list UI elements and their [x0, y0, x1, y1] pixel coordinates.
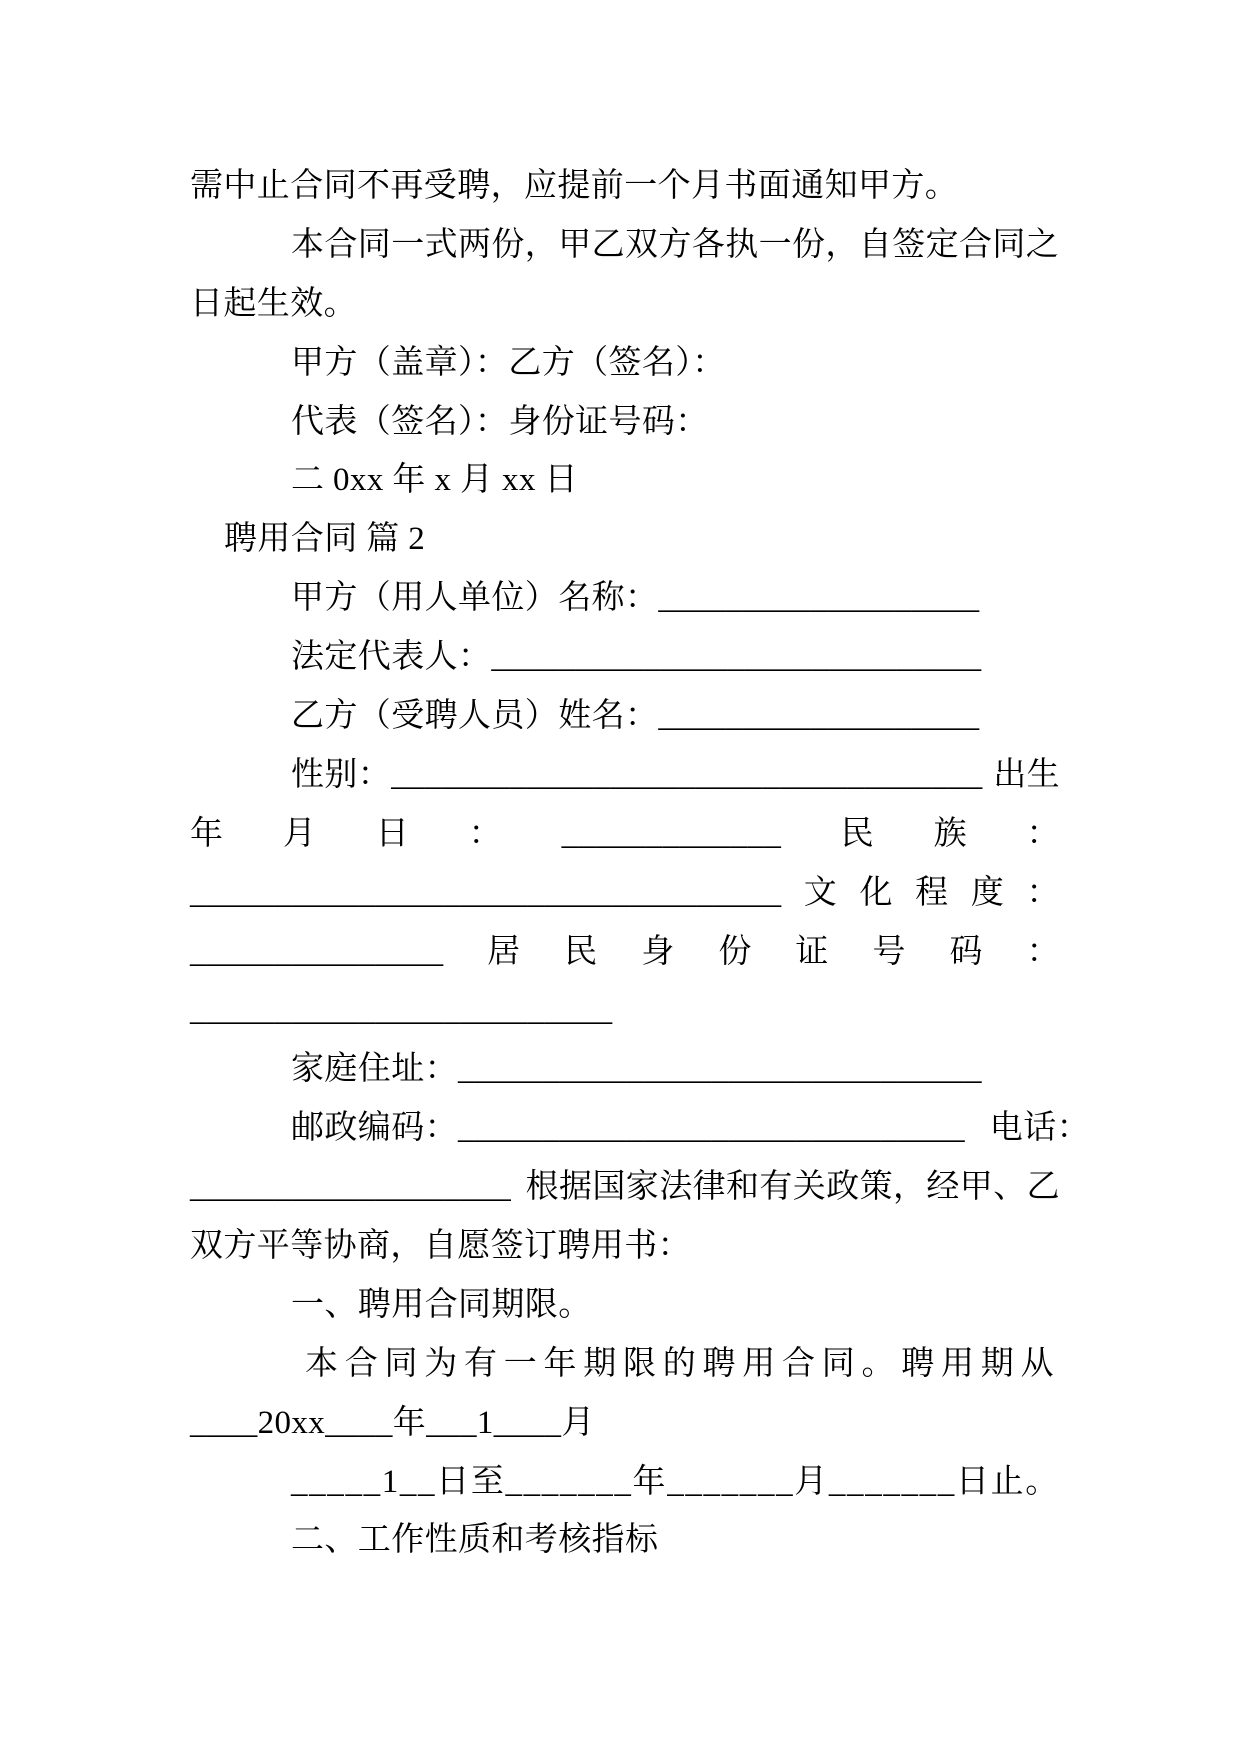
legal-representative-blank: _____________________________	[491, 639, 982, 676]
party-b-signature-label: 乙方（签名）：	[508, 344, 726, 381]
preamble-line-1: 根据国家法律和有关政策，经甲、乙	[525, 1169, 1060, 1206]
gender-field	[291, 746, 983, 805]
postal-code-label: 邮政编码：	[291, 1110, 458, 1147]
education-label-char: 化	[859, 874, 893, 911]
home-address-field	[190, 1040, 1060, 1099]
phone-preamble-row	[190, 1158, 1060, 1217]
gender-blank: ___________________________________	[391, 756, 983, 793]
id-card-label-colon: ：	[1026, 933, 1060, 970]
ethnicity-label-char: 民	[840, 815, 875, 852]
signature-row-representative	[190, 393, 1060, 452]
clause-1-text: 本合同为有一年期限的聘用合同。聘用期从	[305, 1345, 1061, 1382]
clause-1-title: 一、聘用合同期限。	[291, 1286, 592, 1323]
ethnicity-blank: ___________________________________	[190, 874, 782, 911]
employer-name-label: 甲方（用人单位）名称：	[291, 580, 659, 617]
birth-year-char: 年	[190, 815, 224, 852]
birth-date-label-start: 出生	[993, 756, 1060, 793]
postal-phone-row	[190, 1099, 1090, 1158]
phone-blank: ___________________	[190, 1169, 512, 1206]
employee-name-field	[190, 687, 1060, 746]
ethnicity-education-row	[190, 864, 1060, 923]
party-a-seal-label: 甲方（盖章）：	[291, 344, 509, 381]
id-card-label-char: 证	[795, 933, 829, 970]
home-address-blank: _______________________________	[458, 1051, 982, 1088]
birth-date-blank: _____________	[561, 815, 782, 852]
legal-representative-label: 法定代表人：	[291, 639, 492, 676]
employer-name-field	[190, 569, 1060, 628]
clause-1-period-start: ____20xx____年___1____月	[190, 1404, 595, 1441]
contract-2-heading: 聘用合同 篇 2	[224, 521, 426, 558]
phone-label: 电话：	[989, 1110, 1090, 1147]
legal-representative-field	[190, 628, 1060, 687]
id-card-label-char: 居	[487, 933, 521, 970]
termination-notice-clause: 需中止合同不再受聘，应提前一个月书面通知甲方。	[190, 168, 959, 204]
gender-birth-row	[190, 746, 1060, 805]
id-card-label-char: 身	[641, 933, 675, 970]
preamble-line-2: 双方平等协商，自愿签订聘用书：	[190, 1228, 691, 1265]
education-label-char: 文	[803, 874, 838, 911]
postal-code-field	[291, 1099, 965, 1158]
id-card-label-char: 份	[718, 933, 752, 970]
postal-code-blank: ______________________________	[458, 1110, 965, 1147]
id-card-label-char: 号	[872, 933, 906, 970]
document-body	[190, 157, 1090, 1570]
id-card-blank: _________________________	[190, 992, 613, 1029]
education-label-colon: ：	[1026, 874, 1060, 911]
id-card-label-char: 民	[564, 933, 598, 970]
representative-signature-label: 代表（签名）：	[291, 403, 509, 440]
education-label-char: 度	[970, 874, 1005, 911]
employee-name-blank: ___________________	[658, 698, 980, 735]
ethnicity-label-colon: ：	[1026, 815, 1060, 852]
education-blank: _______________	[190, 933, 444, 970]
gender-label: 性别：	[291, 756, 392, 793]
copies-clause-line-1: 本合同一式两份，甲乙双方各执一份，自签定合同之	[291, 226, 1060, 263]
id-card-label-char: 码	[949, 933, 983, 970]
clause-1-period-end: _____1__日至_______年_______月_______日止。	[291, 1463, 1060, 1500]
signing-date: 二 0xx 年 x 月 xx 日	[291, 462, 578, 499]
copies-clause-line-2: 日起生效。	[190, 285, 357, 322]
employer-name-blank: ___________________	[658, 580, 980, 617]
clause-2-title: 二、工作性质和考核指标	[291, 1522, 659, 1559]
education-id-card-row	[190, 923, 1060, 982]
birth-day-char: 日	[375, 815, 410, 852]
birth-date-colon: ：	[468, 815, 503, 852]
birth-month-char: 月	[282, 815, 317, 852]
ethnicity-label-char: 族	[933, 815, 968, 852]
signature-row-parties	[190, 334, 1060, 393]
education-label-char: 程	[915, 874, 949, 911]
employee-name-label: 乙方（受聘人员）姓名：	[291, 698, 659, 735]
home-address-label: 家庭住址：	[291, 1051, 458, 1088]
id-number-label: 身份证号码：	[508, 403, 709, 440]
birth-ethnicity-row	[190, 805, 1060, 864]
